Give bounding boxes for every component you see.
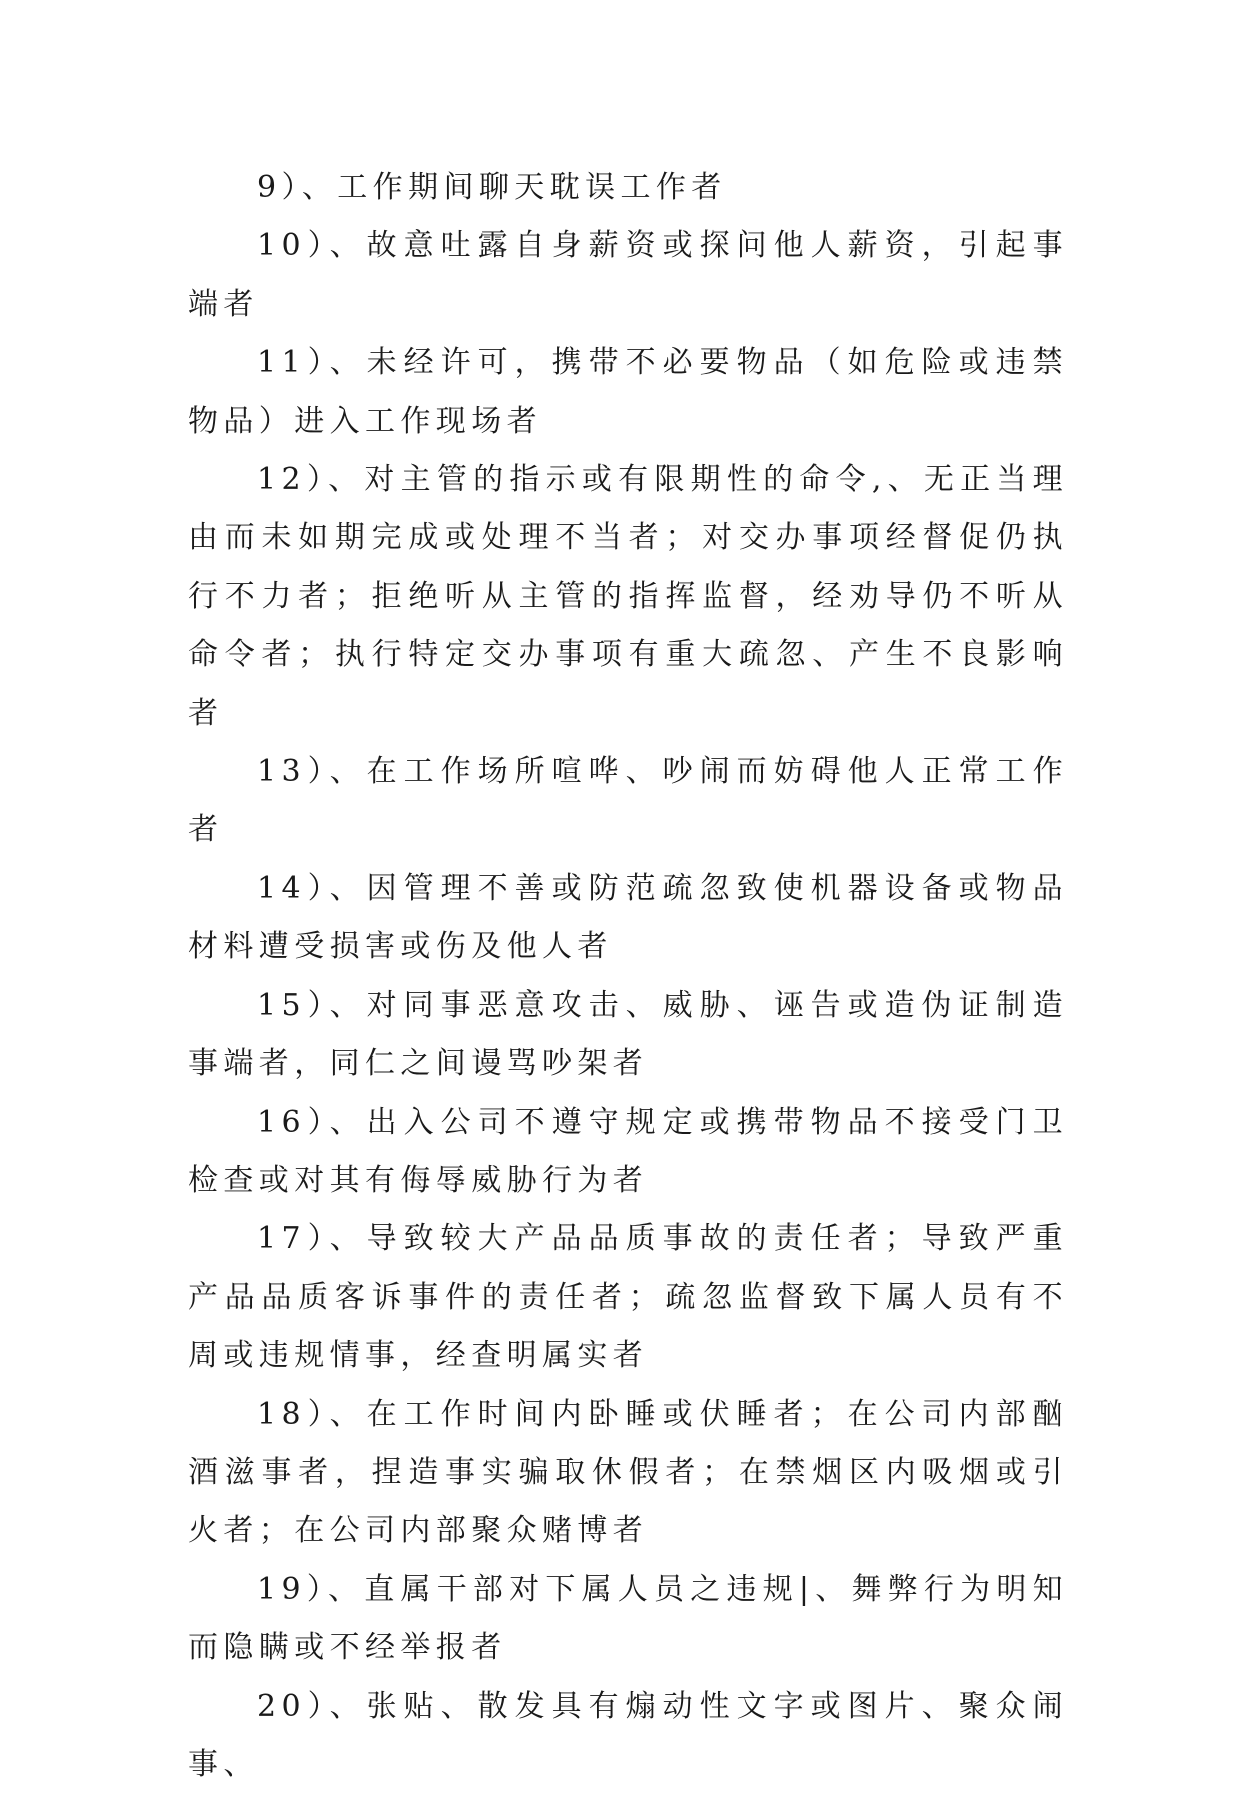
rule-item-16: 16）、出入公司不遵守规定或携带物品不接受门卫检查或对其有侮辱威胁行为者 xyxy=(188,1104,1068,1198)
rule-item-10: 10）、故意吐露自身薪资或探问他人薪资，引起事端者 xyxy=(188,228,1068,322)
rule-item-18: 18）、在工作时间内卧睡或伏睡者；在公司内部酗酒滋事者，捏造事实骗取休假者；在禁烟区内吸烟或引火者；在公司内部聚众赌博者 xyxy=(188,1396,1068,1549)
rule-item-15: 15）、对同事恶意攻击、威胁、诬告或造伪证制造事端者，同仁之间谩骂吵架者 xyxy=(188,987,1068,1082)
rule-item-12: 12）、对主管的指示或有限期性的命令,、无正当理由而未如期完成或处理不当者；对交办事项经督促仍执行不力者；拒绝听从主管的指挥监督，经劝导仍不听从命令者；执行特定交办事项有重大疏忽、产生不良影响者 xyxy=(188,462,1068,731)
rule-item-19: 19）、直属干部对下属人员之违规|、舞弊行为明知而隐瞒或不经举报者 xyxy=(188,1571,1068,1666)
rule-item-20: 20）、张贴、散发具有煽动性文字或图片、聚众闹事、 xyxy=(188,1688,1068,1782)
rule-item-9: 9）、工作期间聊天耽误工作者 xyxy=(257,170,727,205)
rule-item-17: 17）、导致较大产品品质事故的责任者；导致严重产品品质客诉事件的责任者；疏忽监督致下属人员有不周或违规情事，经查明属实者 xyxy=(188,1221,1068,1374)
rule-item-14: 14）、因管理不善或防范疏忽致使机器设备或物品材料遭受损害或伤及他人者 xyxy=(188,870,1068,965)
rule-item-13: 13）、在工作场所喧哗、吵闹而妨碍他人正常工作者 xyxy=(188,754,1068,848)
rule-item-11: 11）、未经许可，携带不必要物品（如危险或违禁物品）进入工作现场者 xyxy=(188,345,1068,439)
document-body xyxy=(188,159,1068,1794)
